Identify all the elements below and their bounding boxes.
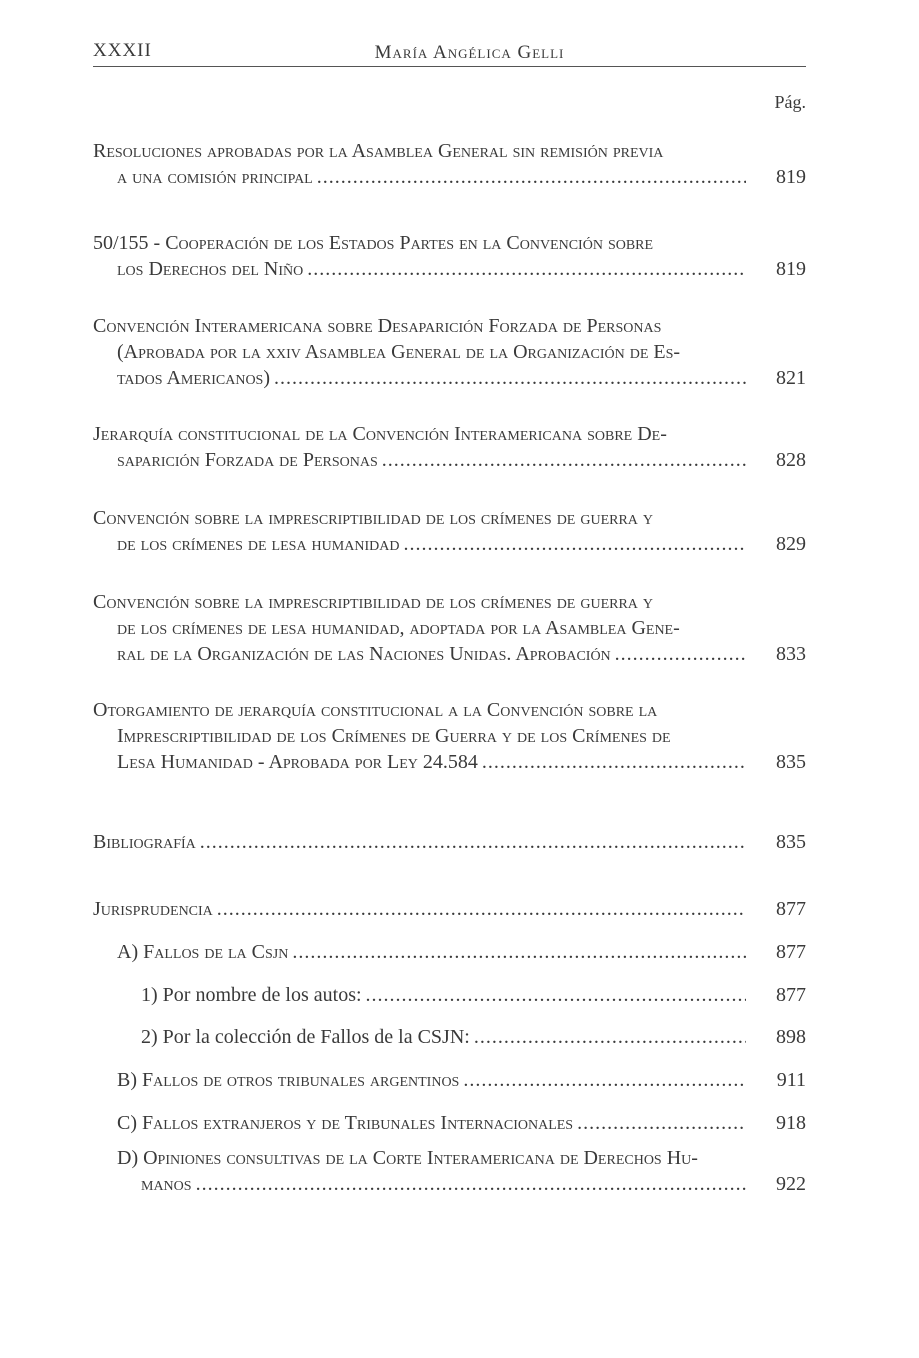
toc-line: Bibliografía ..... 835 — [93, 829, 806, 855]
page-header — [93, 40, 806, 67]
toc-line: Lesa Humanidad - Aprobada por Ley 24.584 ..... 835 — [93, 749, 806, 775]
toc-line: manos ..... 922 — [117, 1171, 806, 1197]
toc-entry — [93, 505, 806, 557]
toc-line: a una comisión principal ..... 819 — [93, 164, 806, 190]
toc-line: de los crímenes de lesa humanidad, adoptada por la Asamblea Gene- — [117, 617, 680, 639]
page-number: 835 — [776, 751, 806, 773]
page-number: 829 — [776, 533, 806, 555]
toc-line: Resoluciones aprobadas por la Asamblea General sin remisión previa — [93, 140, 664, 162]
running-title: María Angélica Gelli — [374, 42, 565, 63]
toc-entry — [117, 1110, 806, 1136]
leader-dots — [274, 365, 746, 391]
page-number: 877 — [776, 984, 806, 1006]
leader-dots — [317, 164, 746, 190]
toc-line: los Derechos del Niño ..... 819 — [93, 256, 806, 282]
toc-line: C) Fallos extranjeros y de Tribunales Internacionales ..... 918 — [117, 1110, 806, 1136]
toc-line: D) Opiniones consultivas de la Corte Interamericana de Derechos Hu- — [117, 1147, 698, 1169]
folio-number: XXXII — [93, 40, 152, 61]
toc-line: tados Americanos) ..... 821 — [93, 365, 806, 391]
page-number: 819 — [776, 258, 806, 280]
toc-line: 1) Por nombre de los autos: ..... 877 — [141, 982, 806, 1008]
page-number: 819 — [776, 166, 806, 188]
toc-entry — [93, 230, 806, 282]
page-number: 918 — [776, 1112, 806, 1134]
leader-dots — [577, 1110, 746, 1136]
leader-dots — [463, 1067, 746, 1093]
toc-line: (Aprobada por la xxiv Asamblea General de la Organización de Es- — [117, 341, 681, 363]
toc-entry — [93, 697, 806, 775]
page-number: 828 — [776, 449, 806, 471]
toc-entry — [93, 896, 806, 922]
page-number: 877 — [776, 941, 806, 963]
leader-dots — [366, 982, 746, 1008]
page-number: 833 — [776, 643, 806, 665]
toc-line: saparición Forzada de Personas ..... 828 — [93, 447, 806, 473]
toc-line: Convención Interamericana sobre Desaparición Forzada de Personas — [93, 315, 662, 337]
toc-entry — [141, 982, 806, 1008]
leader-dots — [292, 939, 746, 965]
toc-line: de los crímenes de lesa humanidad ..... 829 — [93, 531, 806, 557]
toc-line: B) Fallos de otros tribunales argentinos ..... 911 — [117, 1067, 806, 1093]
page-number: 898 — [776, 1026, 806, 1048]
leader-dots — [217, 896, 746, 922]
leader-dots — [615, 641, 746, 667]
toc-entry — [117, 1067, 806, 1093]
toc-entry — [93, 589, 806, 667]
leader-dots — [200, 829, 746, 855]
leader-dots — [403, 531, 746, 557]
page-number: 922 — [776, 1173, 806, 1195]
page-number: 835 — [776, 831, 806, 853]
toc-line: Jurisprudencia ..... 877 — [93, 896, 806, 922]
leader-dots — [196, 1171, 746, 1197]
toc-entry — [93, 421, 806, 473]
toc-line: ral de la Organización de las Naciones Unidas. Aprobación ..... 833 — [93, 641, 806, 667]
toc-entry — [93, 313, 806, 391]
page-number: 821 — [776, 367, 806, 389]
leader-dots — [474, 1024, 746, 1050]
page-column-label: Pág. — [774, 92, 806, 112]
toc-line: 50/155 - Cooperación de los Estados Partes en la Convención sobre — [93, 232, 654, 254]
page-number: 911 — [776, 1069, 806, 1091]
toc-line: 2) Por la colección de Fallos de la CSJN: ..... 898 — [141, 1024, 806, 1050]
leader-dots — [482, 749, 746, 775]
toc-line: Otorgamiento de jerarquía constitucional a la Convención sobre la — [93, 699, 658, 721]
toc-line: Convención sobre la imprescriptibilidad de los crímenes de guerra y — [93, 591, 654, 613]
page-number: 877 — [776, 898, 806, 920]
toc-entry — [141, 1024, 806, 1050]
leader-dots — [382, 447, 746, 473]
toc-line: A) Fallos de la Csjn ..... 877 — [117, 939, 806, 965]
toc-entry — [93, 829, 806, 855]
leader-dots — [307, 256, 746, 282]
toc-entry — [117, 939, 806, 965]
toc-entry — [93, 138, 806, 190]
toc-line: Imprescriptibilidad de los Crímenes de Guerra y de los Crímenes de — [117, 725, 671, 747]
toc-line: Convención sobre la imprescriptibilidad de los crímenes de guerra y — [93, 507, 654, 529]
toc-entry — [117, 1145, 806, 1197]
toc-line: Jerarquía constitucional de la Convención Interamericana sobre De- — [93, 423, 667, 445]
